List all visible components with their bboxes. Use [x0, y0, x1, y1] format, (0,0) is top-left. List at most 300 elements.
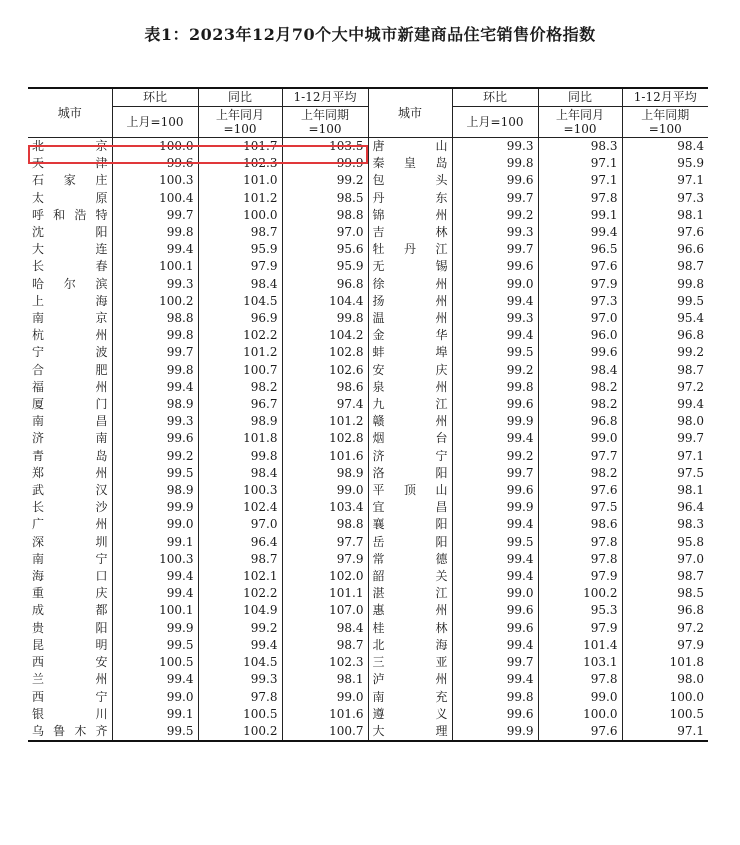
avg-value: 98.1: [622, 207, 708, 224]
yoy-value: 95.3: [538, 602, 622, 619]
price-index-table: [28, 87, 708, 742]
avg-value: 97.0: [622, 551, 708, 568]
mom-value: 99.7: [112, 344, 198, 361]
mom-value: 99.6: [452, 706, 538, 723]
mom-value: 99.8: [452, 155, 538, 172]
yoy-value: 98.2: [198, 379, 282, 396]
yoy-value: 97.9: [538, 620, 622, 637]
mom-value: 99.7: [452, 465, 538, 482]
table-row: [28, 293, 708, 310]
city-name: 桂林: [368, 620, 452, 637]
yoy-value: 104.5: [198, 293, 282, 310]
city-name: 宁波: [28, 344, 112, 361]
avg-value: 98.9: [282, 465, 368, 482]
city-name: 安庆: [368, 362, 452, 379]
avg-value: 101.2: [282, 413, 368, 430]
mom-value: 100.3: [112, 551, 198, 568]
avg-value: 107.0: [282, 602, 368, 619]
city-name: 蚌埠: [368, 344, 452, 361]
city-name: 武汉: [28, 482, 112, 499]
avg-value: 98.1: [282, 671, 368, 688]
avg-value: 98.8: [282, 516, 368, 533]
city-name: 南充: [368, 689, 452, 706]
mom-value: 99.8: [112, 362, 198, 379]
city-name: 厦门: [28, 396, 112, 413]
yoy-value: 100.0: [538, 706, 622, 723]
yoy-value: 102.2: [198, 327, 282, 344]
city-name: 锦州: [368, 207, 452, 224]
city-name: 赣州: [368, 413, 452, 430]
city-name: 上海: [28, 293, 112, 310]
table-row: [28, 430, 708, 447]
avg-value: 97.9: [622, 637, 708, 654]
city-name: 无锡: [368, 258, 452, 275]
mom-value: 99.4: [452, 637, 538, 654]
city-name: 牡丹江: [368, 241, 452, 258]
city-name: 大理: [368, 723, 452, 741]
city-name: 韶关: [368, 568, 452, 585]
yoy-value: 97.9: [198, 258, 282, 275]
yoy-value: 99.0: [538, 430, 622, 447]
mom-value: 99.8: [452, 379, 538, 396]
avg-value: 100.0: [622, 689, 708, 706]
mom-value: 99.3: [452, 310, 538, 327]
mom-value: 100.5: [112, 654, 198, 671]
avg-value: 104.4: [282, 293, 368, 310]
city-name: 石家庄: [28, 172, 112, 189]
yoy-value: 98.9: [198, 413, 282, 430]
city-name: 成都: [28, 602, 112, 619]
avg-value: 98.7: [622, 258, 708, 275]
city-name: 大连: [28, 241, 112, 258]
avg-value: 98.1: [622, 482, 708, 499]
city-name: 贵阳: [28, 620, 112, 637]
avg-value: 99.0: [282, 689, 368, 706]
avg-value: 99.8: [282, 310, 368, 327]
avg-value: 103.4: [282, 499, 368, 516]
avg-value: 96.6: [622, 241, 708, 258]
avg-value: 98.5: [622, 585, 708, 602]
mom-value: 99.9: [112, 499, 198, 516]
table-row: [28, 637, 708, 654]
yoy-value: 100.2: [198, 723, 282, 741]
avg-value: 96.8: [282, 276, 368, 293]
avg-header-left: 1-12月平均: [282, 88, 368, 107]
yoy-value: 99.4: [538, 224, 622, 241]
yoy-subheader-left: 上年同月 =100: [198, 107, 282, 138]
mom-value: 99.1: [112, 706, 198, 723]
city-name: 长沙: [28, 499, 112, 516]
avg-value: 99.8: [622, 276, 708, 293]
avg-value: 103.5: [282, 138, 368, 156]
city-name: 九江: [368, 396, 452, 413]
city-name: 常德: [368, 551, 452, 568]
yoy-value: 101.7: [198, 138, 282, 156]
mom-value: 99.6: [452, 482, 538, 499]
yoy-value: 100.2: [538, 585, 622, 602]
mom-value: 99.7: [452, 654, 538, 671]
yoy-value: 97.3: [538, 293, 622, 310]
city-name: 襄阳: [368, 516, 452, 533]
city-name: 宜昌: [368, 499, 452, 516]
table-row: [28, 654, 708, 671]
city-name: 泸州: [368, 671, 452, 688]
mom-value: 99.9: [452, 413, 538, 430]
yoy-value: 98.4: [198, 465, 282, 482]
mom-value: 99.4: [112, 379, 198, 396]
mom-value: 99.0: [112, 689, 198, 706]
table-row: [28, 362, 708, 379]
avg-value: 98.0: [622, 413, 708, 430]
yoy-value: 101.8: [198, 430, 282, 447]
city-name: 西宁: [28, 689, 112, 706]
mom-value: 99.4: [452, 430, 538, 447]
mom-value: 98.9: [112, 396, 198, 413]
mom-value: 99.4: [452, 327, 538, 344]
yoy-value: 100.3: [198, 482, 282, 499]
mom-value: 99.3: [452, 138, 538, 156]
avg-value: 101.8: [622, 654, 708, 671]
yoy-value: 97.6: [538, 723, 622, 741]
city-name: 银川: [28, 706, 112, 723]
yoy-value: 99.3: [198, 671, 282, 688]
avg-value: 97.1: [622, 448, 708, 465]
city-name: 济南: [28, 430, 112, 447]
avg-value: 102.6: [282, 362, 368, 379]
yoy-value: 103.1: [538, 654, 622, 671]
mom-value: 100.4: [112, 190, 198, 207]
avg-value: 99.7: [622, 430, 708, 447]
table-row: [28, 689, 708, 706]
avg-value: 95.4: [622, 310, 708, 327]
yoy-value: 100.0: [198, 207, 282, 224]
table-row: [28, 620, 708, 637]
page-title: 表1：2023年12月70个大中城市新建商品住宅销售价格指数: [144, 25, 596, 44]
mom-value: 99.7: [112, 207, 198, 224]
avg-value: 97.2: [622, 379, 708, 396]
yoy-value: 98.7: [198, 224, 282, 241]
city-name: 徐州: [368, 276, 452, 293]
city-name: 福州: [28, 379, 112, 396]
mom-value: 99.0: [452, 276, 538, 293]
avg-value: 99.2: [622, 344, 708, 361]
city-name: 惠州: [368, 602, 452, 619]
avg-value: 99.4: [622, 396, 708, 413]
yoy-value: 97.7: [538, 448, 622, 465]
yoy-value: 102.4: [198, 499, 282, 516]
avg-value: 104.2: [282, 327, 368, 344]
avg-value: 98.3: [622, 516, 708, 533]
yoy-value: 100.7: [198, 362, 282, 379]
mom-subheader-left: 上月=100: [112, 107, 198, 138]
avg-subheader-left: 上年同期 =100: [282, 107, 368, 138]
yoy-value: 99.2: [198, 620, 282, 637]
avg-value: 97.7: [282, 534, 368, 551]
mom-value: 99.8: [452, 689, 538, 706]
yoy-value: 102.3: [198, 155, 282, 172]
table-body: [28, 138, 708, 742]
mom-value: 99.4: [112, 671, 198, 688]
mom-value: 99.2: [452, 207, 538, 224]
city-name: 乌鲁木齐: [28, 723, 112, 741]
table-row: [28, 534, 708, 551]
yoy-value: 99.0: [538, 689, 622, 706]
avg-value: 98.7: [282, 637, 368, 654]
city-name: 长春: [28, 258, 112, 275]
avg-value: 100.7: [282, 723, 368, 741]
table-row: [28, 310, 708, 327]
yoy-value: 98.4: [538, 362, 622, 379]
mom-value: 100.0: [112, 138, 198, 156]
avg-value: 97.9: [282, 551, 368, 568]
mom-header-right: 环比: [452, 88, 538, 107]
mom-value: 99.6: [112, 155, 198, 172]
table-row: [28, 499, 708, 516]
mom-value: 99.7: [452, 241, 538, 258]
city-name: 金华: [368, 327, 452, 344]
table-row: [28, 551, 708, 568]
table-row: [28, 207, 708, 224]
avg-value: 97.6: [622, 224, 708, 241]
city-name: 扬州: [368, 293, 452, 310]
yoy-value: 96.5: [538, 241, 622, 258]
mom-value: 100.3: [112, 172, 198, 189]
yoy-value: 102.1: [198, 568, 282, 585]
avg-value: 99.0: [282, 482, 368, 499]
city-name: 青岛: [28, 448, 112, 465]
mom-value: 99.5: [112, 637, 198, 654]
yoy-value: 96.4: [198, 534, 282, 551]
yoy-value: 104.5: [198, 654, 282, 671]
table-row: [28, 516, 708, 533]
mom-value: 99.6: [452, 172, 538, 189]
yoy-value: 98.3: [538, 138, 622, 156]
city-name: 南昌: [28, 413, 112, 430]
avg-value: 99.2: [282, 172, 368, 189]
table-row: [28, 413, 708, 430]
yoy-value: 97.8: [198, 689, 282, 706]
table-row: [28, 258, 708, 275]
table-row: [28, 585, 708, 602]
mom-value: 99.3: [452, 224, 538, 241]
avg-value: 96.8: [622, 602, 708, 619]
city-name: 唐山: [368, 138, 452, 156]
mom-value: 99.1: [112, 534, 198, 551]
yoy-value: 97.6: [538, 482, 622, 499]
table-row: [28, 379, 708, 396]
yoy-value: 97.0: [198, 516, 282, 533]
mom-value: 99.4: [112, 585, 198, 602]
mom-value: 99.3: [112, 413, 198, 430]
yoy-value: 99.6: [538, 344, 622, 361]
city-name: 包头: [368, 172, 452, 189]
yoy-value: 97.6: [538, 258, 622, 275]
yoy-header-left: 同比: [198, 88, 282, 107]
avg-value: 95.9: [622, 155, 708, 172]
table-row: [28, 723, 708, 741]
yoy-value: 96.8: [538, 413, 622, 430]
avg-value: 98.5: [282, 190, 368, 207]
table-row: [28, 465, 708, 482]
mom-value: 99.6: [452, 620, 538, 637]
mom-value: 99.5: [452, 344, 538, 361]
city-name: 烟台: [368, 430, 452, 447]
avg-value: 99.9: [282, 155, 368, 172]
avg-value: 102.8: [282, 430, 368, 447]
city-name: 三亚: [368, 654, 452, 671]
table-row: [28, 706, 708, 723]
mom-value: 99.8: [112, 224, 198, 241]
city-name: 兰州: [28, 671, 112, 688]
avg-value: 102.0: [282, 568, 368, 585]
avg-value: 98.6: [282, 379, 368, 396]
city-name: 泉州: [368, 379, 452, 396]
table-row: [28, 671, 708, 688]
yoy-value: 101.0: [198, 172, 282, 189]
yoy-value: 97.8: [538, 551, 622, 568]
city-name: 遵义: [368, 706, 452, 723]
yoy-value: 97.8: [538, 190, 622, 207]
yoy-value: 100.5: [198, 706, 282, 723]
table-row: [28, 190, 708, 207]
avg-value: 100.5: [622, 706, 708, 723]
yoy-value: 96.9: [198, 310, 282, 327]
avg-value: 95.9: [282, 258, 368, 275]
table-row: [28, 396, 708, 413]
mom-value: 98.8: [112, 310, 198, 327]
mom-value: 99.3: [112, 276, 198, 293]
yoy-value: 97.5: [538, 499, 622, 516]
city-name: 沈阳: [28, 224, 112, 241]
mom-value: 98.9: [112, 482, 198, 499]
city-name: 北海: [368, 637, 452, 654]
yoy-value: 95.9: [198, 241, 282, 258]
city-name: 天津: [28, 155, 112, 172]
city-name: 南宁: [28, 551, 112, 568]
avg-value: 97.5: [622, 465, 708, 482]
avg-value: 98.8: [282, 207, 368, 224]
avg-value: 99.5: [622, 293, 708, 310]
mom-value: 99.2: [452, 448, 538, 465]
mom-value: 99.6: [452, 602, 538, 619]
mom-value: 99.8: [112, 327, 198, 344]
mom-value: 99.5: [452, 534, 538, 551]
city-name: 合肥: [28, 362, 112, 379]
mom-value: 99.4: [112, 241, 198, 258]
mom-value: 99.0: [112, 516, 198, 533]
avg-value: 101.1: [282, 585, 368, 602]
yoy-value: 98.6: [538, 516, 622, 533]
avg-value: 101.6: [282, 706, 368, 723]
mom-value: 99.4: [112, 568, 198, 585]
avg-value: 98.4: [622, 138, 708, 156]
yoy-header-right: 同比: [538, 88, 622, 107]
city-name: 哈尔滨: [28, 276, 112, 293]
mom-value: 100.1: [112, 602, 198, 619]
table-row: [28, 568, 708, 585]
table-row: [28, 276, 708, 293]
mom-value: 99.4: [452, 293, 538, 310]
mom-value: 99.2: [452, 362, 538, 379]
city-name: 郑州: [28, 465, 112, 482]
table-row: [28, 448, 708, 465]
yoy-value: 104.9: [198, 602, 282, 619]
city-name: 济宁: [368, 448, 452, 465]
city-name: 丹东: [368, 190, 452, 207]
city-name: 北京: [28, 138, 112, 156]
city-name: 海口: [28, 568, 112, 585]
city-name: 昆明: [28, 637, 112, 654]
yoy-value: 98.2: [538, 396, 622, 413]
table-row: [28, 172, 708, 189]
city-name: 呼和浩特: [28, 207, 112, 224]
mom-value: 99.2: [112, 448, 198, 465]
city-name: 杭州: [28, 327, 112, 344]
avg-header-right: 1-12月平均: [622, 88, 708, 107]
yoy-value: 97.1: [538, 155, 622, 172]
table-row: [28, 344, 708, 361]
mom-value: 99.9: [452, 499, 538, 516]
yoy-value: 99.8: [198, 448, 282, 465]
avg-value: 97.4: [282, 396, 368, 413]
table-row: [28, 224, 708, 241]
avg-subheader-right: 上年同期 =100: [622, 107, 708, 138]
yoy-value: 97.0: [538, 310, 622, 327]
mom-value: 99.9: [112, 620, 198, 637]
avg-value: 95.6: [282, 241, 368, 258]
yoy-value: 96.7: [198, 396, 282, 413]
city-name: 重庆: [28, 585, 112, 602]
yoy-value: 98.2: [538, 465, 622, 482]
mom-value: 99.0: [452, 585, 538, 602]
avg-value: 98.7: [622, 568, 708, 585]
yoy-value: 101.4: [538, 637, 622, 654]
city-name: 广州: [28, 516, 112, 533]
yoy-value: 97.8: [538, 671, 622, 688]
mom-value: 99.6: [452, 396, 538, 413]
mom-value: 99.7: [452, 190, 538, 207]
mom-value: 99.5: [112, 723, 198, 741]
mom-subheader-right: 上月=100: [452, 107, 538, 138]
yoy-value: 96.0: [538, 327, 622, 344]
yoy-value: 97.9: [538, 568, 622, 585]
yoy-value: 97.8: [538, 534, 622, 551]
mom-value: 99.4: [452, 568, 538, 585]
city-name: 深圳: [28, 534, 112, 551]
avg-value: 101.6: [282, 448, 368, 465]
avg-value: 97.1: [622, 723, 708, 741]
yoy-value: 98.7: [198, 551, 282, 568]
city-name: 太原: [28, 190, 112, 207]
mom-header-left: 环比: [112, 88, 198, 107]
yoy-value: 97.1: [538, 172, 622, 189]
mom-value: 99.4: [452, 551, 538, 568]
city-name: 湛江: [368, 585, 452, 602]
city-name: 平顶山: [368, 482, 452, 499]
yoy-value: 97.9: [538, 276, 622, 293]
mom-value: 100.2: [112, 293, 198, 310]
city-name: 南京: [28, 310, 112, 327]
avg-value: 102.8: [282, 344, 368, 361]
yoy-value: 101.2: [198, 344, 282, 361]
avg-value: 102.3: [282, 654, 368, 671]
yoy-value: 98.2: [538, 379, 622, 396]
table-row: [28, 482, 708, 499]
mom-value: 99.6: [112, 430, 198, 447]
yoy-subheader-right: 上年同月 =100: [538, 107, 622, 138]
city-name: 西安: [28, 654, 112, 671]
avg-value: 97.2: [622, 620, 708, 637]
